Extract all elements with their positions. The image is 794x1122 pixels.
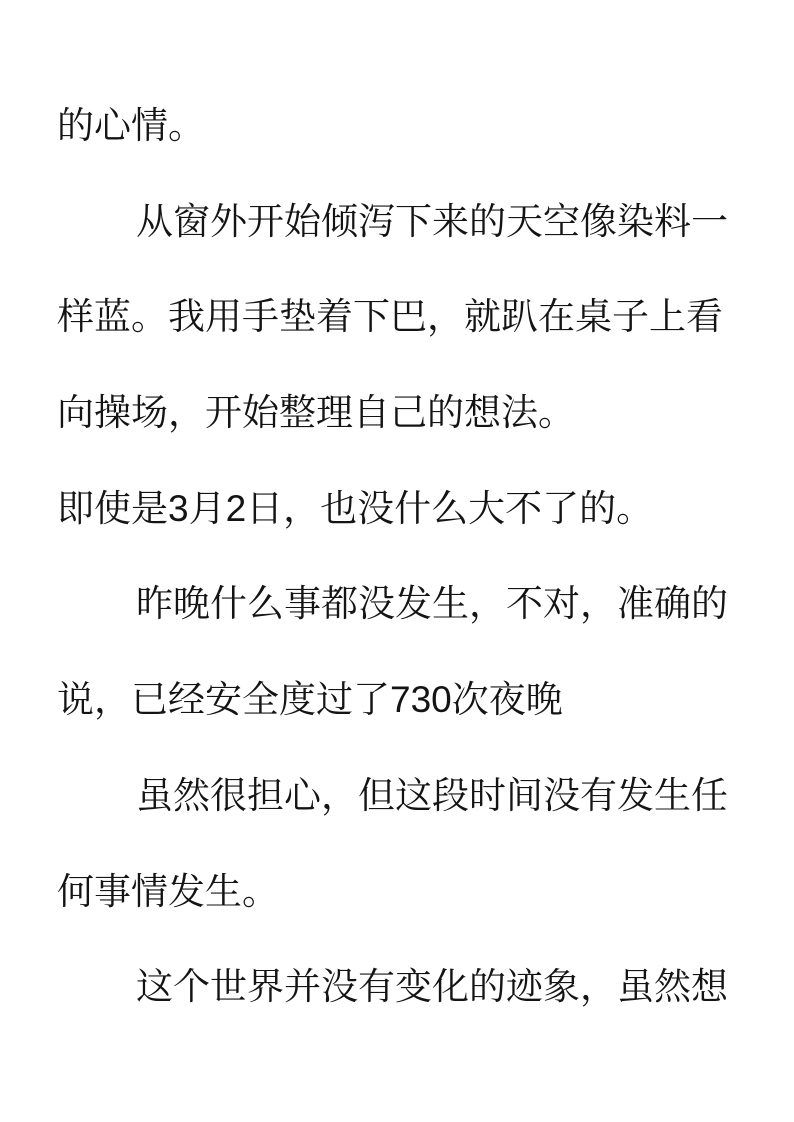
text-line: 昨晚什么事都没发生，不对，准确的	[136, 583, 728, 625]
text-line: 虽然很担心，但这段时间没有发生任	[136, 774, 728, 816]
text-line: 向操场，开始整理自己的想法。	[57, 392, 575, 434]
text-line: 何事情发生。	[57, 870, 279, 912]
text-line: 从窗外开始倾泻下来的天空像染料一	[136, 200, 728, 242]
text-line: 样蓝。我用手垫着下巴，就趴在桌子上看	[57, 296, 723, 338]
text-line: 即使是3月2日，也没什么大不了的。	[57, 487, 654, 529]
text-line: 说，已经安全度过了730次夜晚	[57, 679, 563, 721]
text-line: 的心情。	[57, 105, 205, 146]
text-line: 这个世界并没有变化的迹象，虽然想	[136, 966, 728, 1008]
